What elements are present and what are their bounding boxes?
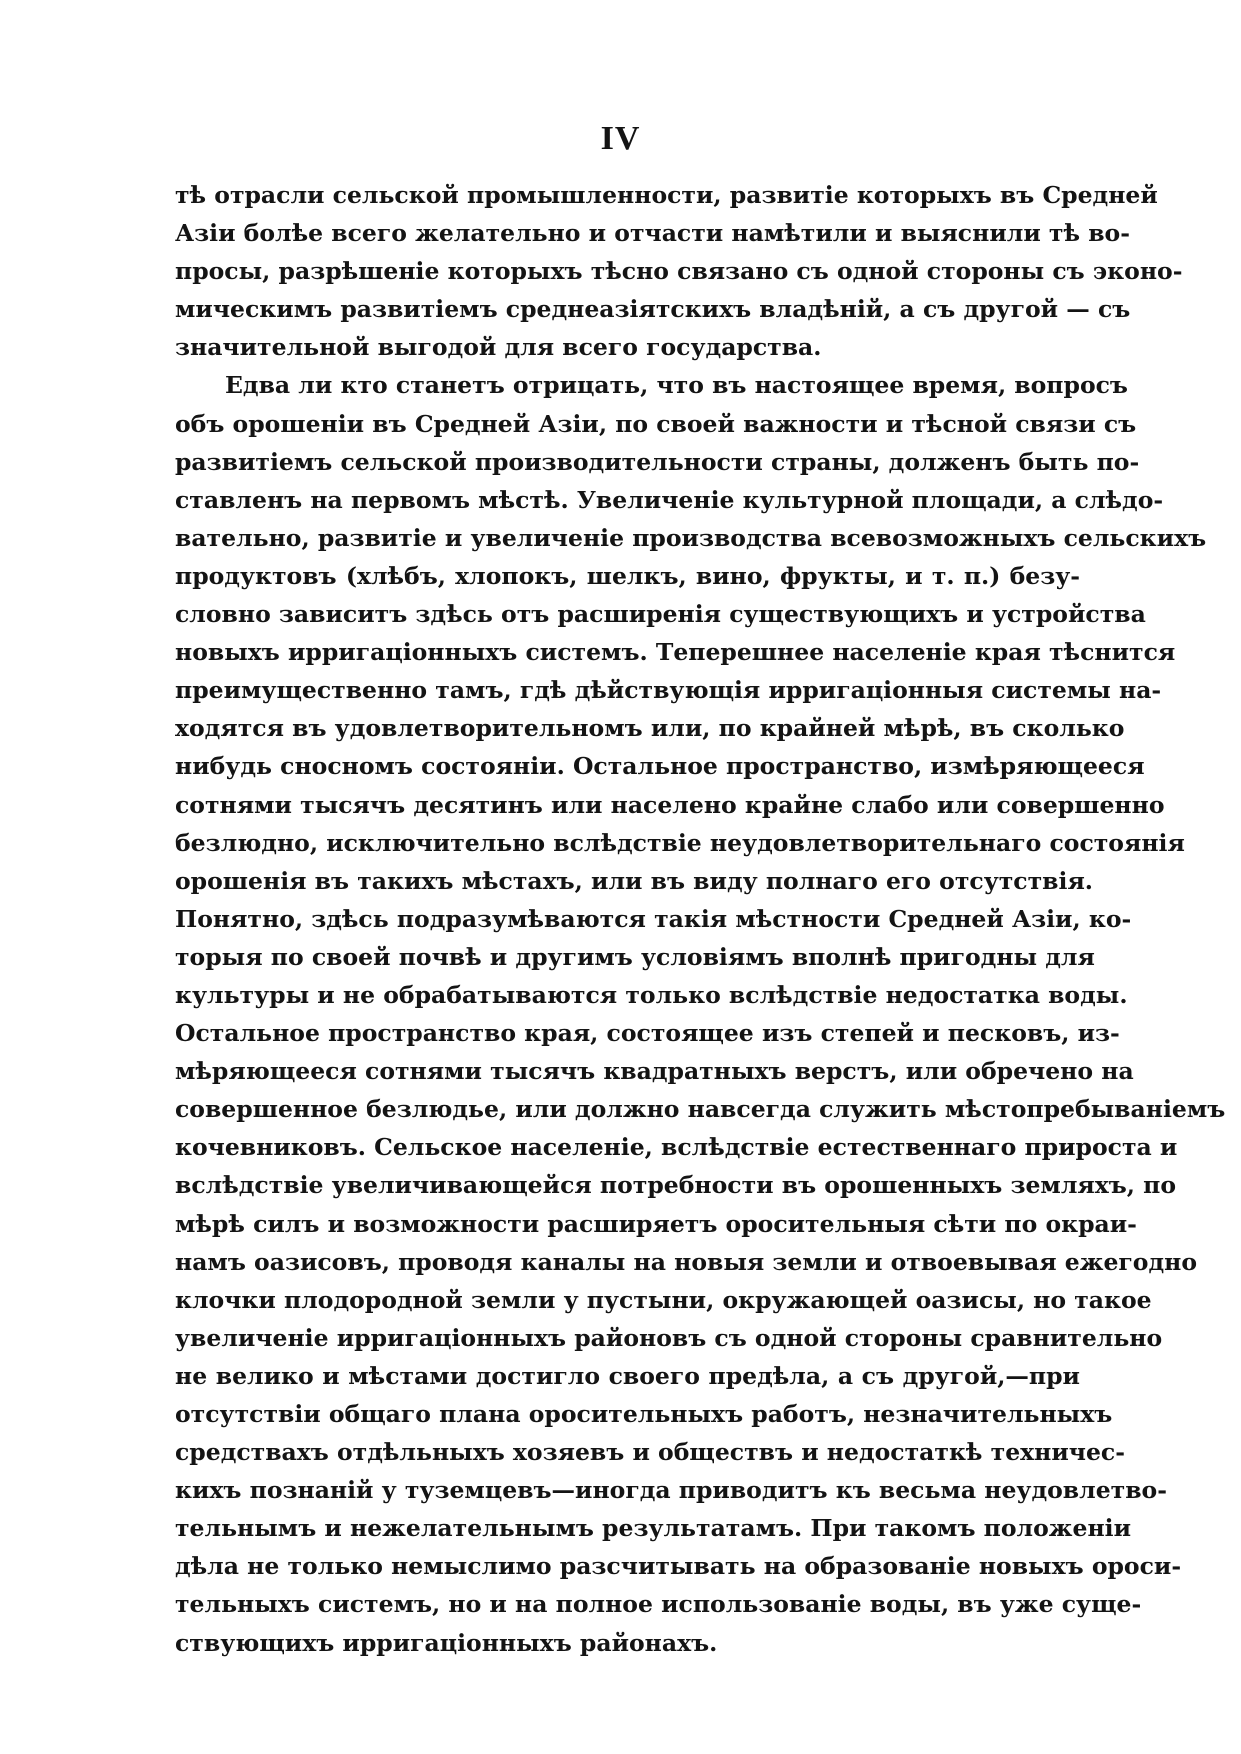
text-line: отсутствіи общаго плана оросительныхъ работъ, незначительныхъ (175, 1400, 1113, 1428)
text-line: намъ оазисовъ, проводя каналы на новыя земли и отвоевывая ежегодно (175, 1247, 1198, 1276)
text-line: просы, разрѣшеніе которыхъ тѣсно связано съ одной стороны съ эконо- (175, 257, 1183, 286)
text-line: ствующихъ ирригаціонныхъ районахъ. (175, 1628, 718, 1657)
text-line: клочки плодородной земли у пустыни, окружающей оазисы, но такое (175, 1285, 1152, 1314)
text-line: совершенное безлюдье, или должно навсегда служить мѣстопребываніемъ (175, 1095, 1226, 1124)
text-line: развитіемъ сельской производительности страны, долженъ быть по- (175, 447, 1140, 476)
text-line: Азіи болѣе всего желательно и отчасти намѣтили и выяснили тѣ во- (175, 219, 1130, 248)
text-line: увеличеніе ирригаціонныхъ районовъ съ одной стороны сравнительно (175, 1323, 1163, 1352)
paragraph-2 (175, 366, 1226, 1661)
text-line: безлюдно, исключительно вслѣдствіе неудовлетворительнаго состоянія (175, 828, 1185, 857)
page-number: IV (600, 120, 641, 157)
paragraph-1 (175, 176, 1183, 366)
text-line: не велико и мѣстами достигло своего предѣла, а съ другой,—при (175, 1361, 1080, 1390)
text-line: культуры и не обрабатываются только вслѣдствіе недостатка воды. (175, 980, 1128, 1009)
text-line: тѣ отрасли сельской промышленности, развитіе которыхъ въ Средней (175, 181, 1158, 209)
text-line: Едва ли кто станетъ отрицать, что въ настоящее время, вопросъ (225, 371, 1128, 400)
text-line: словно зависитъ здѣсь отъ расширенія существующихъ и устройства (175, 600, 1146, 629)
text-line: преимущественно тамъ, гдѣ дѣйствующія ирригаціонныя системы на- (175, 676, 1162, 705)
body-text (175, 176, 1226, 1662)
text-line: продуктовъ (хлѣбъ, хлопокъ, шелкъ, вино, фрукты, и т. п.) безу- (175, 561, 1080, 590)
text-line: вательно, развитіе и увеличеніе производства всевозможныхъ сельскихъ (175, 523, 1207, 552)
text-line: значительной выгодой для всего государства. (175, 333, 822, 362)
text-line: Понятно, здѣсь подразумѣваются такія мѣстности Средней Азіи, ко- (175, 904, 1132, 933)
text-line: дѣла не только немыслимо разсчитывать на образованіе новыхъ ороси- (175, 1552, 1182, 1581)
text-line: орошенія въ такихъ мѣстахъ, или въ виду полнаго его отсутствія. (175, 866, 1093, 895)
text-line: вслѣдствіе увеличивающейся потребности въ орошенныхъ земляхъ, по (175, 1171, 1177, 1200)
text-line: Остальное пространство края, состоящее изъ степей и песковъ, из- (175, 1019, 1120, 1048)
text-line: новыхъ ирригаціонныхъ системъ. Теперешнее населеніе края тѣснится (175, 638, 1176, 667)
text-line: средствахъ отдѣльныхъ хозяевъ и обществъ и недостаткѣ техничес- (175, 1438, 1125, 1467)
text-line: кочевниковъ. Сельское населеніе, вслѣдствіе естественнаго прироста и (175, 1133, 1178, 1162)
text-line: мѣрѣ силъ и возможности расширяетъ оросительныя сѣти по окраи- (175, 1209, 1137, 1238)
text-line: мическимъ развитіемъ среднеазіятскихъ владѣній, а съ другой — съ (175, 295, 1131, 324)
text-line: сотнями тысячъ десятинъ или населено крайне слабо или совершенно (175, 790, 1165, 819)
text-line: тельныхъ системъ, но и на полное использованіе воды, въ уже суще- (175, 1590, 1142, 1619)
text-line: объ орошеніи въ Средней Азіи, по своей важности и тѣсной связи съ (175, 409, 1137, 438)
text-line: торыя по своей почвѣ и другимъ условіямъ вполнѣ пригодны для (175, 942, 1095, 971)
text-line: тельнымъ и нежелательнымъ результатамъ. При такомъ положеніи (175, 1514, 1132, 1543)
text-line: кихъ познаній у туземцевъ—иногда приводитъ къ весьма неудовлетво- (175, 1476, 1167, 1505)
text-line: нибудь сносномъ состояніи. Остальное пространство, измѣряющееся (175, 752, 1145, 781)
text-line: ходятся въ удовлетворительномъ или, по крайней мѣрѣ, въ сколько (175, 714, 1125, 743)
text-line: ставленъ на первомъ мѣстѣ. Увеличеніе культурной площади, а слѣдо- (175, 485, 1164, 514)
text-line: мѣряющееся сотнями тысячъ квадратныхъ верстъ, или обречено на (175, 1057, 1134, 1086)
